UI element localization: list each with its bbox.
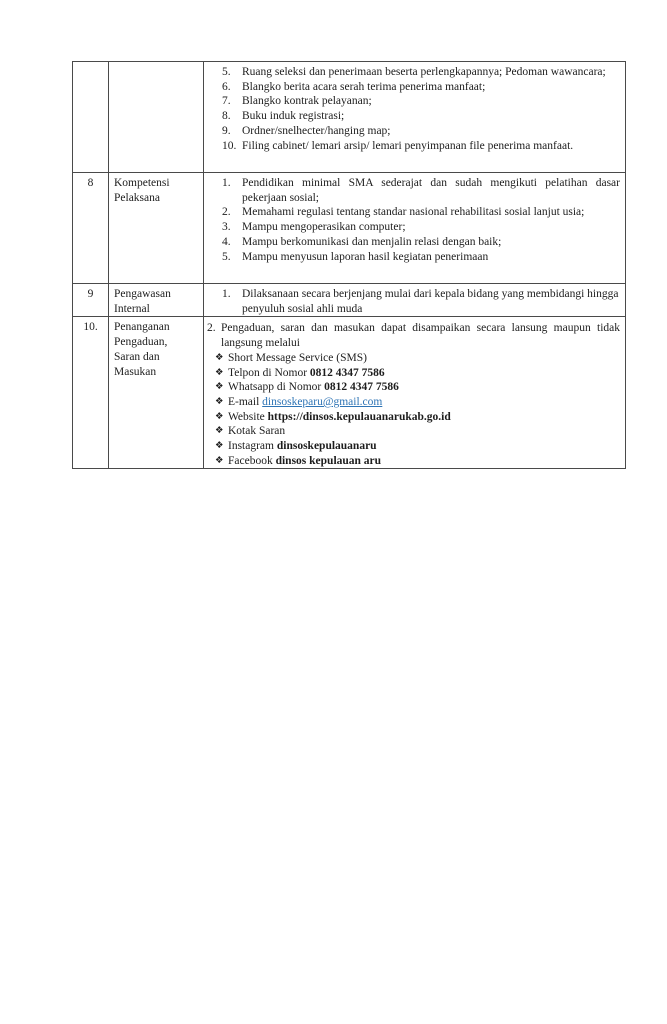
list-item-text: Mampu berkomunikasi dan menjalin relasi dengan baik;: [242, 235, 502, 248]
table-row-continuation: [73, 62, 626, 173]
channel-label: Kotak Saran: [228, 425, 286, 438]
component-label-cell: Kompetensi Pelaksana: [109, 173, 204, 284]
row-number-cell: 8: [73, 173, 109, 284]
channel-label: Whatsapp di Nomor: [228, 381, 325, 394]
website-url: https://dinsos.kepulauanarukab.go.id: [267, 410, 451, 423]
list-item-number: 10.: [222, 139, 237, 152]
list-item-text: Ruang seleksi dan penerimaan beserta perlengkapannya; Pedoman wawancara;: [242, 66, 606, 78]
channel-label: Instagram: [228, 440, 277, 453]
list-item: [222, 139, 620, 154]
list-item-text: Dilaksanaan secara berjenjang mulai dari kepala bidang yang membidangi hingga penyuluh sosial ahli muda: [242, 288, 619, 315]
diamond-bullet-icon: ❖: [215, 410, 224, 422]
channel-website: [215, 410, 620, 425]
diamond-bullet-icon: ❖: [215, 425, 224, 437]
list-item: [222, 65, 620, 80]
channel-text: [228, 410, 620, 425]
component-label-cell: [109, 62, 204, 173]
service-standard-table: [72, 61, 626, 469]
diamond-bullet-icon: ❖: [215, 395, 224, 407]
facebook-name: dinsos kepulauan aru: [275, 454, 382, 467]
list-item-text: Filing cabinet/ lemari arsip/ lemari penyimpanan file penerima manfaat.: [242, 139, 574, 152]
channel-email: [215, 395, 620, 410]
diamond-bullet-icon: ❖: [215, 366, 224, 378]
list-item-number: 6.: [222, 80, 231, 93]
channel-text: [228, 380, 620, 395]
contact-channel-list: [215, 351, 620, 469]
content-cell: [204, 317, 626, 469]
list-item: [222, 250, 620, 265]
channel-instagram: [215, 439, 620, 454]
row-number-cell: 9: [73, 284, 109, 317]
list-item: [222, 235, 620, 250]
list-item-text: Pendidikan minimal SMA sederajat dan sudah mengikuti pelatihan dasar pekerjaan sosial;: [242, 177, 620, 204]
list-item-number: 2.: [222, 206, 231, 219]
table-row-9: [73, 284, 626, 317]
list-item-text: Pengaduan, saran dan masukan dapat disampaikan secara lansung maupun tidak langsung melalui: [221, 322, 620, 350]
channel-label: Website: [228, 410, 268, 423]
channel-text: [228, 454, 620, 469]
component-label-cell: Penanganan Pengaduan, Saran dan Masukan: [109, 317, 204, 469]
list-item-number: 2.: [207, 322, 216, 335]
list-item-number: 5.: [222, 250, 231, 263]
channel-whatsapp: [215, 380, 620, 395]
channel-label: E-mail: [228, 395, 263, 408]
list-item: [222, 287, 620, 316]
list-item-text: Memahami regulasi tentang standar nasional rehabilitasi sosial lanjut usia;: [242, 206, 585, 219]
list-item-number: 3.: [222, 221, 231, 234]
diamond-bullet-icon: ❖: [215, 454, 224, 466]
list-item-text: Buku induk registrasi;: [242, 110, 345, 123]
content-cell: [204, 173, 626, 284]
list-item-number: 8.: [222, 110, 231, 123]
channel-text: [228, 424, 620, 439]
channel-suggestion-box: [215, 424, 620, 439]
channel-label: Short Message Service (SMS): [228, 351, 367, 364]
list-item-text: Mampu menyusun laporan hasil kegiatan penerimaan: [242, 250, 489, 263]
list-item-number: 1.: [222, 288, 231, 300]
content-cell: [204, 284, 626, 317]
list-item-text: Ordner/snelhecter/hanging map;: [242, 124, 391, 137]
diamond-bullet-icon: ❖: [215, 351, 224, 363]
channel-sms: [215, 351, 620, 366]
channel-text: [228, 395, 620, 410]
component-label-cell: Pengawasan Internal: [109, 284, 204, 317]
diamond-bullet-icon: ❖: [215, 381, 224, 393]
row-number-cell: [73, 62, 109, 173]
row-number-cell: 10.: [73, 317, 109, 469]
channel-facebook: [215, 454, 620, 469]
table-row-10: [73, 317, 626, 469]
list-item-text: Mampu mengoperasikan computer;: [242, 221, 406, 234]
list-item: [222, 94, 620, 109]
list-item: [222, 176, 620, 205]
list-item: [222, 80, 620, 95]
phone-number: 0812 4347 7586: [309, 366, 385, 379]
instagram-handle: dinsoskepulauanaru: [276, 440, 377, 453]
channel-label: Telpon di Nomor: [228, 366, 310, 379]
channel-phone: [215, 366, 620, 381]
content-cell: [204, 62, 626, 173]
list-item-number: 5.: [222, 66, 231, 78]
list-item: [222, 220, 620, 235]
list-item: [222, 109, 620, 124]
whatsapp-number: 0812 4347 7586: [324, 381, 399, 394]
list-item-number: 1.: [222, 177, 231, 189]
channel-text: [228, 351, 620, 366]
channel-text: [228, 439, 620, 454]
email-link[interactable]: dinsoskeparu@gmail.com: [262, 395, 383, 408]
diamond-bullet-icon: ❖: [215, 440, 224, 452]
list-item-text: Blangko kontrak pelayanan;: [242, 95, 372, 108]
channel-text: [228, 366, 620, 381]
list-item: [222, 124, 620, 139]
list-item-number: 4.: [222, 235, 231, 248]
list-item: [207, 321, 620, 350]
table-row-8: [73, 173, 626, 284]
list-item-text: Blangko berita acara serah terima penerima manfaat;: [242, 80, 486, 93]
list-item-number: 7.: [222, 95, 231, 108]
list-item: [222, 205, 620, 220]
list-item-number: 9.: [222, 124, 231, 137]
channel-label: Facebook: [228, 454, 276, 467]
